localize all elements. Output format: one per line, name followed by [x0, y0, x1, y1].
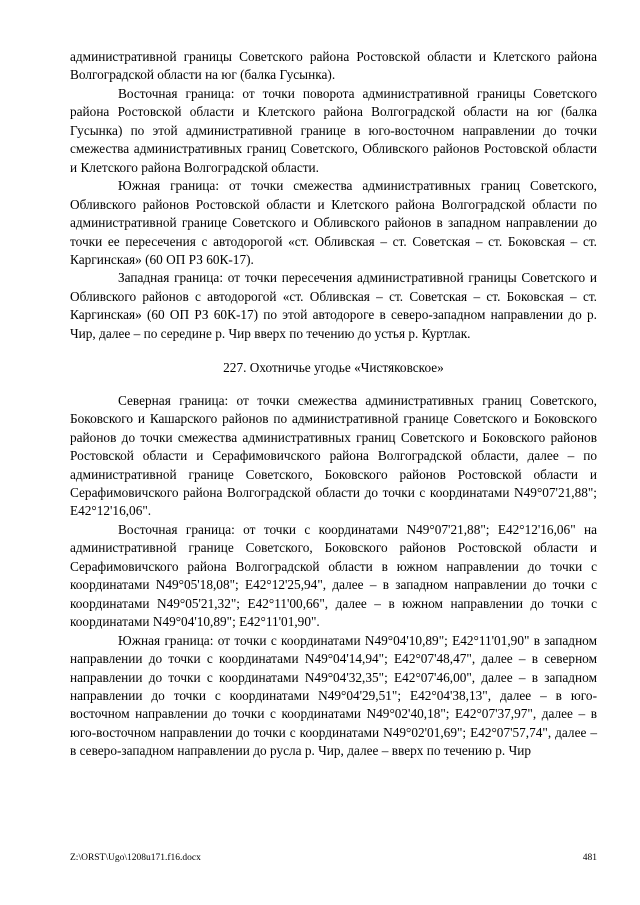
- paragraph-west-border: Западная граница: от точки пересечения административной границы Советского и Обливского районов с автодорогой «ст. Обливская – ст. Советская – ст. Боковская – ст. Каргинская» (60 ОП РЗ 60К-17) по этой автодороге в северо-западном направлении до р. Чир, далее – по середине р. Чир вверх по течению до устья р. Куртлак.: [70, 270, 597, 341]
- paragraph-north-border: Северная граница: от точки смежества административных границ Советского, Боковского и Кашарского районов по административной границе Советского и Боковского районов до точки смежества административных границ Советского и Боковского районов Ростовской области и Серафимовичского района Волгоградской области, далее – по административной границе Советского, Боковского районов Ростовской области и Серафимовичского района Волгоградской области до точки с координатами N49°07'21,88"; E42°12'16,06".: [70, 392, 597, 519]
- paragraph-continuation: административной границы Советского района Ростовской области и Клетского района Волгоградской области на юг (балка Гусынка).: [70, 49, 597, 83]
- paragraph-south-border-2: Южная граница: от точки с координатами N49°04'10,89"; E42°11'01,90" в западном направлении до точки с координатами N49°04'14,94"; E42°07'48,47", далее – в северном направлении до точки с координатами N49°04'32,35"; E42°07'46,00", далее – в западном направлении до точки с координатами N49°04'29,51"; E42°04'38,13", далее – в юго-восточном направлении до точки с координатами N49°02'40,18"; E42°07'37,97", далее – в юго-восточном направлении до точки с координатами N49°02'01,69"; E42°07'57,74", далее – в северо-западном направлении до русла р. Чир, далее – вверх по течению р. Чир: [70, 632, 597, 759]
- section-heading: 227. Охотничье угодье «Чистяковское»: [223, 360, 444, 376]
- paragraph-south-border: Южная граница: от точки смежества административных границ Советского, Обливского районов Ростовской области и Клетского района Волгоградской области по административной границе Советского и Обливского районов в западном направлении до точки ее пересечения с автодорогой «ст. Обливская – ст. Советская – ст. Боковская – ст. Каргинская» (60 ОП РЗ 60К-17).: [70, 178, 597, 267]
- document-page: [70, 48, 597, 761]
- paragraph-east-border: Восточная граница: от точки поворота административной границы Советского района Ростовской области и Клетского района Волгоградской области на юг (балка Гусынка) по этой административной границе в юго-восточном направлении до точки смежества административных границ Советского, Обливского районов Ростовской области и Клетского района Волгоградской области.: [70, 85, 597, 175]
- page-footer: [70, 852, 597, 864]
- footer-file-path: Z:\ORST\Ugo\1208u171.f16.docx: [70, 853, 201, 863]
- paragraph-east-border-2: Восточная граница: от точки с координатами N49°07'21,88"; E42°12'16,06" на административной границе Советского, Боковского районов Ростовской области и Серафимовичского района Волгоградской области в южном направлении до точки с координатами N49°05'18,08"; E42°12'25,94", далее – в западном направлении до точки с координатами N49°05'21,32"; E42°11'00,66", далее – в южном направлении до точки с координатами N49°04'10,89"; E42°11'01,90".: [70, 521, 597, 630]
- footer-page-number: 481: [582, 853, 597, 863]
